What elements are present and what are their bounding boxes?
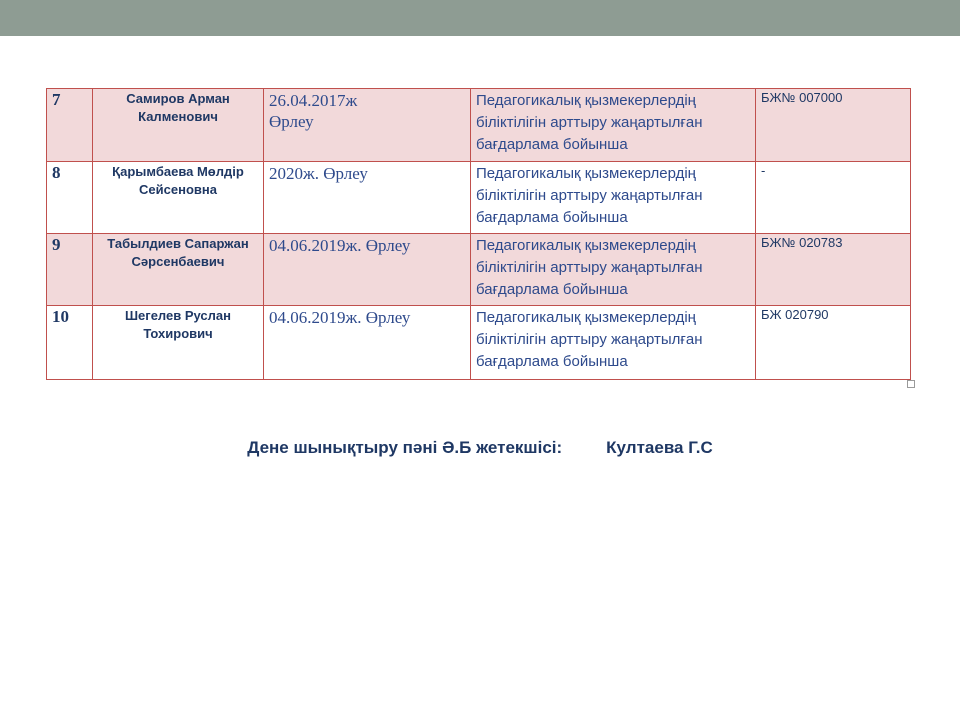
staff-table <box>46 88 911 380</box>
row-number: 9 <box>47 234 93 306</box>
course-date <box>264 89 471 162</box>
table-row <box>47 306 911 380</box>
course-date-line: 04.06.2019ж. Өрлеу <box>269 308 411 327</box>
staff-name <box>93 89 264 162</box>
table-resize-handle[interactable] <box>907 380 915 388</box>
certificate-number: БЖ№ 007000 <box>756 89 911 162</box>
staff-name <box>93 306 264 380</box>
signature-line <box>0 438 960 458</box>
course-provider-line: Өрлеу <box>269 112 314 131</box>
staff-patronymic: Тохирович <box>143 326 213 341</box>
course-title: Педагогикалық қызмекерлердің біліктілігін арттыру жаңартылған бағдарлама бойынша <box>471 234 756 306</box>
row-number: 8 <box>47 162 93 234</box>
row-number: 10 <box>47 306 93 380</box>
signatory-role: Дене шынықтыру пәні Ә.Б жетекшісі: <box>247 438 563 457</box>
row-number: 7 <box>47 89 93 162</box>
staff-surname-given: Табылдиев Сапаржан <box>107 236 249 251</box>
course-title: Педагогикалық қызмекерлердің біліктілігін арттыру жаңартылған бағдарлама бойынша <box>471 89 756 162</box>
certificate-number: БЖ№ 020783 <box>756 234 911 306</box>
top-bar <box>0 0 960 36</box>
course-title: Педагогикалық қызмекерлердің біліктілігін арттыру жаңартылған бағдарлама бойынша <box>471 306 756 380</box>
course-date-line: 2020ж. Өрлеу <box>269 164 368 183</box>
course-date-line: 26.04.2017ж <box>269 91 358 110</box>
staff-surname-given: Самиров Арман <box>126 91 230 106</box>
staff-surname-given: Шегелев Руслан <box>124 308 231 323</box>
course-title: Педагогикалық қызмекерлердің біліктілігін арттыру жаңартылған бағдарлама бойынша <box>471 162 756 234</box>
course-date <box>264 306 471 380</box>
table-row <box>47 89 911 162</box>
course-date <box>264 234 471 306</box>
signatory-name: Култаева Г.С <box>606 438 713 457</box>
table-row <box>47 234 911 306</box>
staff-surname-given: Қарымбаева Мөлдір <box>112 164 244 179</box>
staff-patronymic: Калменович <box>138 109 218 124</box>
staff-patronymic: Сәрсенбаевич <box>131 254 225 269</box>
staff-name <box>93 234 264 306</box>
staff-name <box>93 162 264 234</box>
course-date-line: 04.06.2019ж. Өрлеу <box>269 236 411 255</box>
staff-patronymic: Сейсеновна <box>139 182 217 197</box>
table-row <box>47 162 911 234</box>
certificate-number: БЖ 020790 <box>756 306 911 380</box>
course-date <box>264 162 471 234</box>
certificate-number: - <box>756 162 911 234</box>
